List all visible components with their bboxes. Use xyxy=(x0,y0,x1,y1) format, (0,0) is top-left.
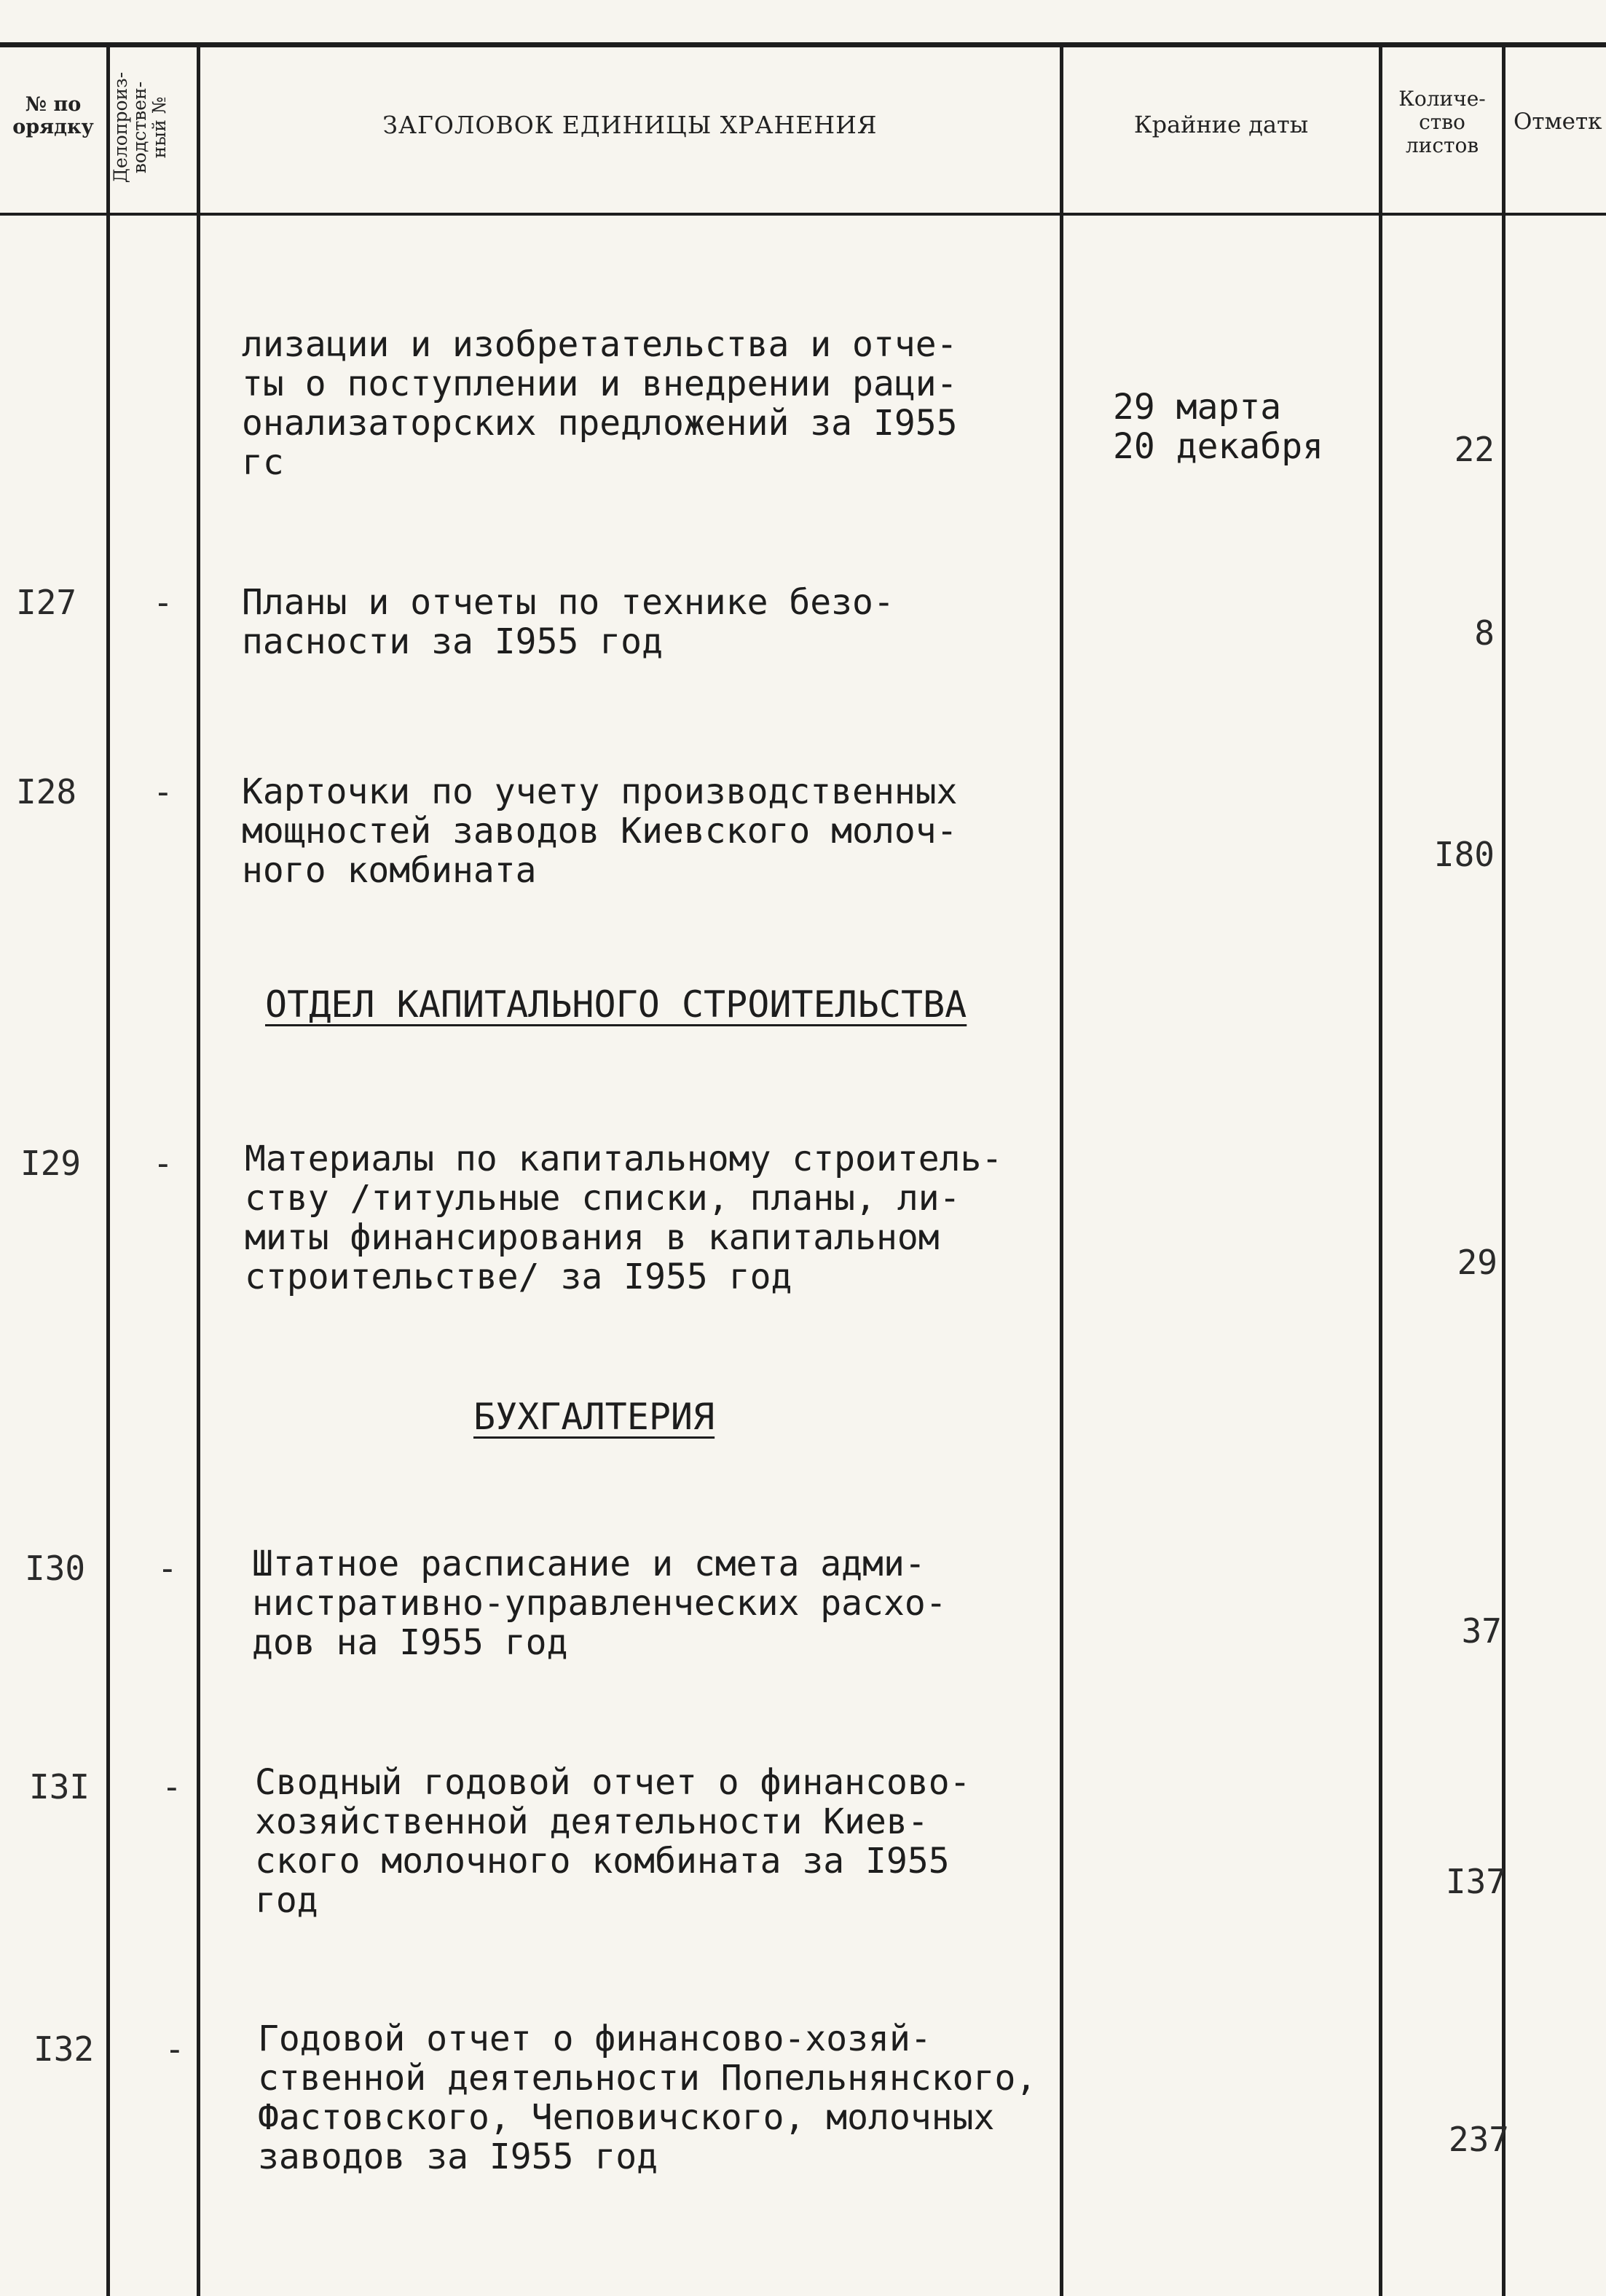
row-number: I28 xyxy=(16,772,77,811)
row-sheets: 8 xyxy=(1474,613,1495,653)
row-sheets: 29 xyxy=(1457,1243,1497,1282)
column-divider-4 xyxy=(1379,45,1382,2296)
row-number: I3I xyxy=(29,1767,90,1806)
row-office-number: - xyxy=(162,1767,182,1806)
row-title: Сводный годовой отчет о финансово- хозяйственной деятельности Киев- ского молочного комбината за I955 год xyxy=(255,1762,971,1921)
row-dates: 29 марта 20 декабря xyxy=(1113,387,1323,467)
row-number: I30 xyxy=(25,1549,86,1588)
row-title: Штатное расписание и смета адми- нистративно-управленческих расхо- дов на I955 год xyxy=(252,1544,947,1663)
header-office-no: Делопроиз- водствен- ный № xyxy=(110,71,170,184)
column-divider-5 xyxy=(1502,45,1505,2296)
column-divider-2 xyxy=(197,45,200,2296)
row-office-number: - xyxy=(157,1549,178,1588)
row-sheets: I37 xyxy=(1445,1862,1506,1901)
row-sheets: 22 xyxy=(1454,430,1495,469)
header-sheets: Количе- ство листов xyxy=(1398,87,1486,158)
row-title: Карточки по учету производственных мощностей заводов Киевского молоч- ного комбината xyxy=(242,771,958,891)
row-title: Годовой отчет о финансово-хозяй- ственной деятельности Попельнянского, Фастовского, Чеповичского, молочных заводов за I955 год xyxy=(258,2018,1037,2177)
table-top-rule xyxy=(0,42,1606,47)
row-sheets: 237 xyxy=(1448,2120,1509,2159)
header-title: ЗАГОЛОВОК ЕДИНИЦЫ ХРАНЕНИЯ xyxy=(382,111,878,139)
row-office-number: - xyxy=(165,2029,185,2069)
row-title: лизации и изобретательства и отче- ты о поступлении и внедрении раци- онализаторских предложений за I955 гс xyxy=(242,324,958,483)
row-office-number: - xyxy=(153,1144,173,1183)
column-divider-1 xyxy=(106,45,110,2296)
row-number: I32 xyxy=(34,2029,95,2069)
section-heading: БУХГАЛТЕРИЯ xyxy=(473,1396,715,1438)
row-title: Материалы по капитальному строитель- ству /титульные списки, планы, ли- миты финансирования в капитальном строительстве/ за I955 год xyxy=(245,1139,1003,1297)
column-divider-3 xyxy=(1060,45,1063,2296)
row-number: I29 xyxy=(20,1144,82,1183)
row-office-number: - xyxy=(153,583,173,622)
row-title: Планы и отчеты по технике безо- пасности за I955 год xyxy=(242,582,894,662)
row-office-number: - xyxy=(153,772,173,811)
row-number: I27 xyxy=(16,583,77,622)
header-no: № по орядку xyxy=(12,93,94,139)
header-notes: Отметк xyxy=(1514,109,1602,135)
header-dates: Крайние даты xyxy=(1133,111,1309,138)
row-sheets: 37 xyxy=(1461,1611,1502,1651)
section-heading: ОТДЕЛ КАПИТАЛЬНОГО СТРОИТЕЛЬСТВА xyxy=(265,983,967,1026)
row-sheets: I80 xyxy=(1433,835,1495,874)
header-bottom-rule xyxy=(0,213,1606,216)
